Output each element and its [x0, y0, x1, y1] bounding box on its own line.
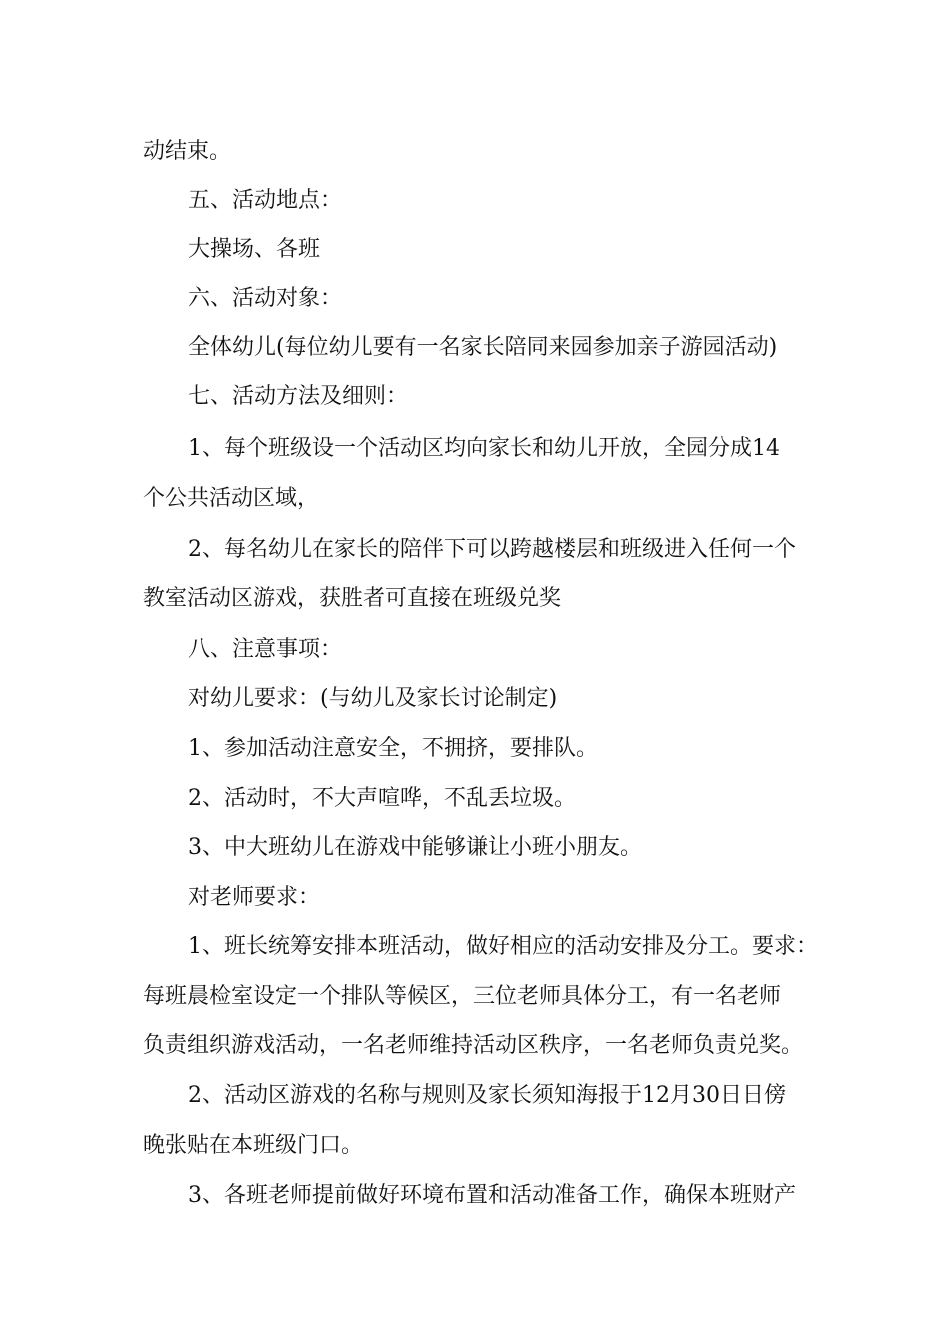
section-heading-participants: 六、活动对象：: [188, 286, 343, 311]
text-line: 1、参加活动注意安全，不拥挤，要排队。: [188, 736, 598, 761]
text-line: 1、每个班级设一个活动区均向家长和幼儿开放，全园分成14: [188, 436, 780, 461]
text-line: 大操场、各班: [188, 237, 321, 262]
section-heading-location: 五、活动地点：: [188, 188, 343, 213]
text-line: 2、每名幼儿在家长的陪伴下可以跨越楼层和班级进入任何一个: [188, 537, 796, 562]
subheading-teachers: 对老师要求：: [188, 885, 321, 910]
text-line: 每班晨检室设定一个排队等候区，三位老师具体分工，有一名老师: [143, 984, 782, 1009]
text-line: 全体幼儿(每位幼儿要有一名家长陪同来园参加亲子游园活动): [188, 335, 778, 360]
text-line: 2、活动区游戏的名称与规则及家长须知海报于12月30日日傍: [188, 1083, 786, 1108]
section-heading-notes: 八、注意事项：: [188, 637, 343, 662]
text-line: 1、班长统筹安排本班活动，做好相应的活动安排及分工。要求：: [188, 934, 818, 959]
text-line: 负责组织游戏活动，一名老师维持活动区秩序，一名老师负责兑奖。: [143, 1033, 804, 1058]
text-line: 个公共活动区域，: [143, 486, 320, 511]
text-line: 动结束。: [143, 139, 232, 164]
text-line: 教室活动区游戏，获胜者可直接在班级兑奖: [143, 586, 562, 611]
text-line: 3、中大班幼儿在游戏中能够谦让小班小朋友。: [188, 835, 642, 860]
section-heading-methods: 七、活动方法及细则：: [188, 384, 409, 409]
subheading-children: 对幼儿要求：(与幼儿及家长讨论制定): [188, 686, 558, 711]
text-line: 2、活动时，不大声喧哗，不乱丢垃圾。: [188, 786, 576, 811]
text-line: 晚张贴在本班级门口。: [143, 1133, 364, 1158]
text-line: 3、各班老师提前做好环境布置和活动准备工作，确保本班财产: [188, 1183, 796, 1208]
